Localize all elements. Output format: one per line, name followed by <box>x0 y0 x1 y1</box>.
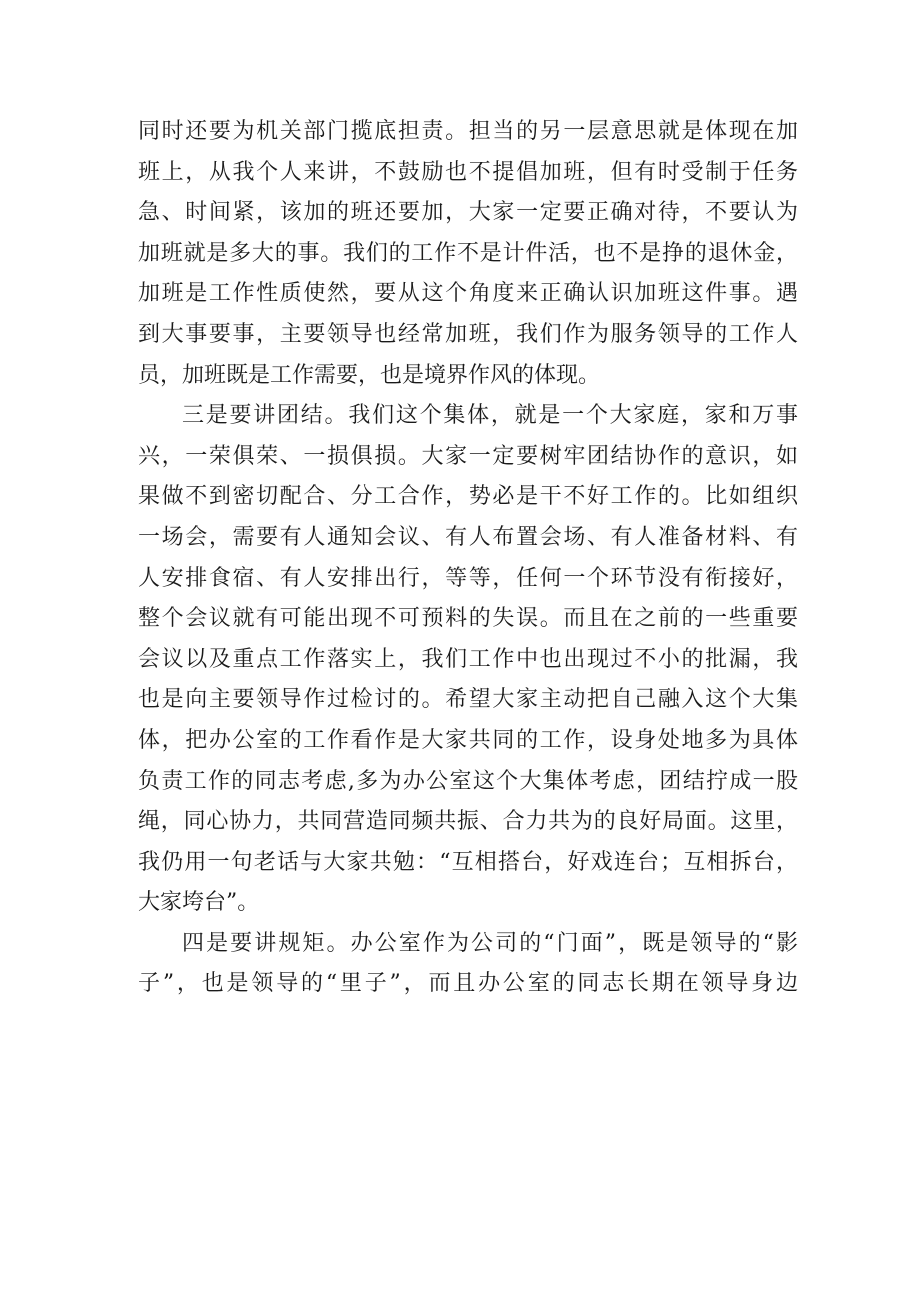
paragraph-first-line: 四是要讲规矩。办公室作为公司的“门面”，既是领导的“影 <box>182 930 798 956</box>
text-line: 加班就是多大的事。我们的工作不是计件活，也不是挣的退休金， <box>138 240 798 266</box>
text-line: 兴，一荣俱荣、一损俱损。大家一定要树牢团结协作的意识，如 <box>138 443 798 469</box>
text-line: 班上，从我个人来讲，不鼓励也不提倡加班，但有时受制于任务 <box>138 159 798 185</box>
text-line: 子”，也是领导的“里子”，而且办公室的同志长期在领导身边 <box>138 971 798 997</box>
text-line: 整个会议就有可能出现不可预料的失误。而且在之前的一些重要 <box>138 606 798 632</box>
text-line: 体，把办公室的工作看作是大家共同的工作，设身处地多为具体 <box>138 727 798 753</box>
text-line: 果做不到密切配合、分工合作，势必是干不好工作的。比如组织 <box>138 484 798 510</box>
text-line: 一场会，需要有人通知会议、有人布置会场、有人准备材料、有 <box>138 524 798 550</box>
document-body <box>138 112 798 1005</box>
text-line: 员，加班既是工作需要，也是境界作风的体现。 <box>138 362 601 388</box>
text-line: 同时还要为机关部门揽底担责。担当的另一层意思就是体现在加 <box>138 119 798 144</box>
text-line: 大家垮台”。 <box>138 890 260 916</box>
text-line: 急、时间紧，该加的班还要加，大家一定要正确对待，不要认为 <box>138 200 798 226</box>
text-line: 人安排食宿、有人安排出行，等等，任何一个环节没有衔接好， <box>138 565 798 591</box>
text-line: 会议以及重点工作落实上，我们工作中也出现过不小的批漏，我 <box>138 646 798 672</box>
text-line: 到大事要事，主要领导也经常加班，我们作为服务领导的工作人 <box>138 321 798 347</box>
text-line: 我仍用一句老话与大家共勉：“互相搭台，好戏连台；互相拆台， <box>138 849 798 875</box>
text-line: 负责工作的同志考虑,多为办公室这个大集体考虑，团结拧成一股 <box>138 768 798 794</box>
text-line: 加班是工作性质使然，要从这个角度来正确认识加班这件事。遇 <box>138 281 798 307</box>
paragraph-first-line: 三是要讲团结。我们这个集体，就是一个大家庭，家和万事 <box>182 403 798 429</box>
text-line: 绳，同心协力，共同营造同频共振、合力共为的良好局面。这里， <box>138 809 798 835</box>
text-line: 也是向主要领导作过检讨的。希望大家主动把自己融入这个大集 <box>138 687 798 713</box>
